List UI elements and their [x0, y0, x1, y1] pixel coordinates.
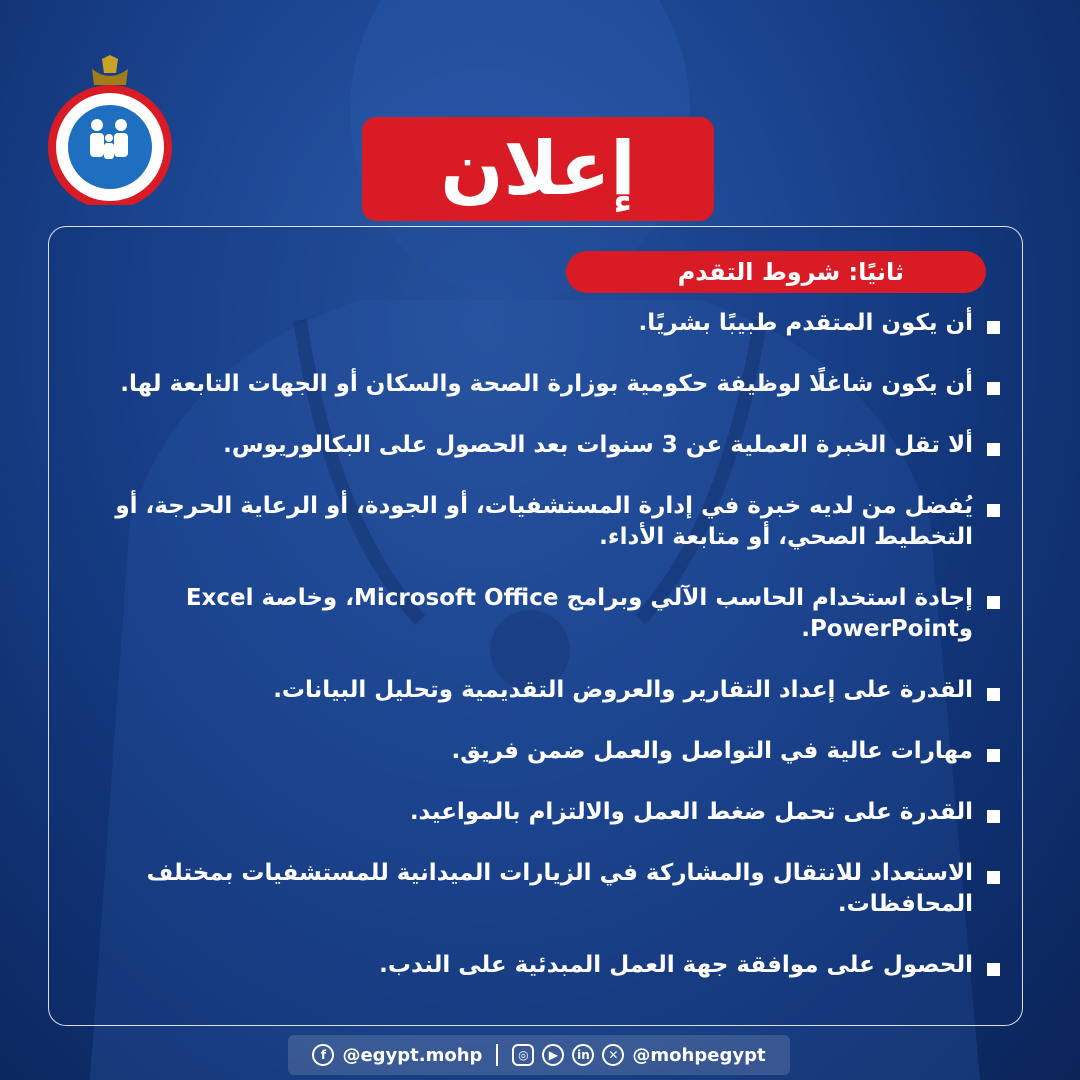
list-item-text: الاستعداد للانتقال والمشاركة في الزيارات الميدانية للمستشفيات بمختلف المحافظات. [146, 860, 973, 917]
list-item-text: ألا تقل الخبرة العملية عن 3 سنوات بعد الحصول على البكالوريوس. [223, 432, 973, 458]
list-item [70, 583, 1000, 645]
bullet-icon [987, 963, 1000, 976]
facebook-handle[interactable]: @egypt.mohp [342, 1044, 483, 1066]
list-item-text: الحصول على موافقة جهة العمل المبدئية على الندب. [379, 952, 973, 978]
bullet-icon [987, 810, 1000, 823]
bullet-icon [987, 596, 1000, 609]
facebook-icon[interactable]: f [312, 1044, 334, 1066]
list-item-text: القدرة على إعداد التقارير والعروض التقديمية وتحليل البيانات. [273, 677, 973, 703]
bullet-icon [987, 504, 1000, 517]
list-item [70, 858, 1000, 920]
list-item [70, 950, 1000, 981]
list-item-text: القدرة على تحمل ضغط العمل والالتزام بالمواعيد. [409, 799, 973, 825]
list-item-text: يُفضل من لديه خبرة في إدارة المستشفيات، أو الجودة، أو الرعاية الحرجة، أو التخطيط الصحي، أو متابعة الأداء. [115, 493, 973, 550]
instagram-icon[interactable]: ◎ [512, 1044, 534, 1066]
bullet-icon [987, 321, 1000, 334]
bullet-icon [987, 382, 1000, 395]
list-item [70, 308, 1000, 339]
ministry-logo [44, 55, 176, 205]
social-footer [288, 1035, 790, 1075]
social-handle[interactable]: @mohpegypt [632, 1044, 766, 1066]
list-item-text: إجادة استخدام الحاسب الآلي وبرامج Microsoft Office، وخاصة Excel وPowerPoint. [185, 585, 973, 642]
list-item [70, 675, 1000, 706]
list-item [70, 430, 1000, 461]
x-icon[interactable]: ✕ [602, 1044, 624, 1066]
list-item [70, 369, 1000, 400]
linkedin-icon[interactable]: in [572, 1044, 594, 1066]
youtube-icon[interactable]: ▶ [542, 1044, 564, 1066]
bullet-icon [987, 749, 1000, 762]
list-item [70, 736, 1000, 767]
bullet-icon [987, 688, 1000, 701]
list-item-text: مهارات عالية في التواصل والعمل ضمن فريق. [451, 738, 973, 764]
section-heading [566, 251, 986, 293]
list-item [70, 491, 1000, 553]
list-item-text: أن يكون شاغلًا لوظيفة حكومية بوزارة الصحة والسكان أو الجهات التابعة لها. [120, 371, 973, 397]
requirements-list [70, 298, 1000, 981]
bullet-icon [987, 871, 1000, 884]
section-title: ثانيًا: شروط التقدم [677, 258, 904, 286]
announcement-title-box [362, 117, 714, 221]
footer-divider [496, 1044, 498, 1066]
list-item-text: أن يكون المتقدم طبيبًا بشريًا. [638, 310, 973, 336]
bullet-icon [987, 443, 1000, 456]
page-title: إعلان [440, 126, 636, 212]
list-item [70, 797, 1000, 828]
